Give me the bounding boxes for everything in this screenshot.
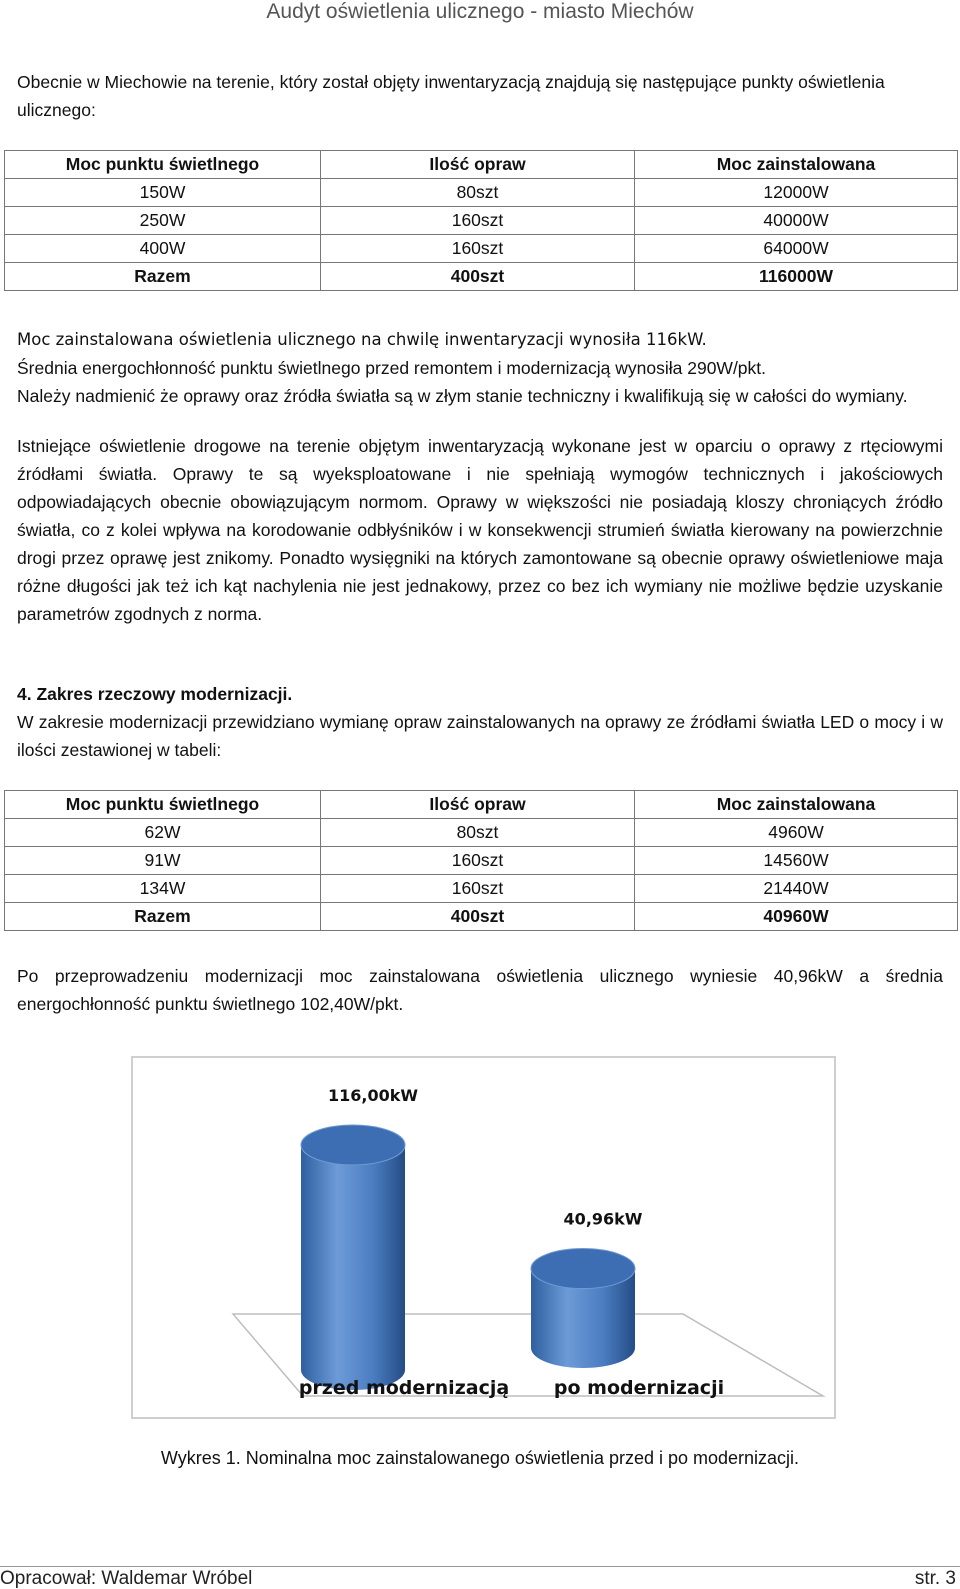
intro-paragraph: Obecnie w Miechowie na terenie, który został objęty inwentaryzacją znajdują się następujące punkty oświetlenia ulicznego: [17,72,885,120]
footer-page-number: str. 3 [914,1568,956,1589]
bar-cylinder-top [301,1125,405,1165]
footer-author: Opracował: Waldemar Wróbel [0,1568,253,1589]
inventory-notes [17,326,943,410]
cell: 64000W [635,235,958,263]
cell: 400szt [321,903,635,931]
table-row [5,819,958,847]
cell: 160szt [321,207,635,235]
cell: 40000W [635,207,958,235]
note-average-consumption: Średnia energochłonność punktu świetlnego przed remontem i modernizacją wynosiła 290W/pkt. [17,358,767,378]
section-text: W zakresie modernizacji przewidziano wymianę opraw zainstalowanych na oprawy ze źródłami światła LED o mocy i w ilości zestawionej w tabeli: [17,712,943,760]
bar-cylinder-body [301,1145,405,1390]
cell: Razem [5,903,321,931]
cell: 40960W [635,903,958,931]
cell: 14560W [635,847,958,875]
cell: 400szt [321,263,635,291]
page-footer [0,1566,960,1588]
cell: Razem [5,263,321,291]
cell: 80szt [321,179,635,207]
col-header-installed: Moc zainstalowana [635,151,958,179]
table-row [5,207,958,235]
col-header-power: Moc punktu świetlnego [5,791,321,819]
category-label-before: przed modernizacją [298,1377,510,1399]
page-header: Audyt oświetlenia ulicznego - miasto Miechów [266,0,694,23]
table-total-row [5,903,958,931]
col-header-count: Ilość opraw [321,151,635,179]
existing-lighting-paragraph: Istniejące oświetlenie drogowe na terenie objętym inwentaryzacją wykonane jest w oparciu o oprawy z rtęciowymi źródłami światła. Oprawy te są wyeksploatowane i nie spełniają wymogów technicznych i jakościowych odpowiadających obecnie obowiązującym normom. Oprawy w większości nie posiadają kloszy chroniących źródło światła, co z kolei wpływa na korodowanie odbłyśników i w konsekwencji strumień światła kierowany na powierzchnie drogi przez oprawę jest znikomy. Ponadto wysięgniki na których zamontowane są obecnie oprawy oświetleniowe maja różne długości jak też ich kąt nachylenia nie jest jednakowy, przez co bez ich wymiany nie możliwe będzie uzyskanie parametrów zgodnych z norma. [17,436,943,624]
cell: 62W [5,819,321,847]
cell: 21440W [635,875,958,903]
section-heading: 4. Zakres rzeczowy modernizacji. [17,684,293,704]
category-label-after: po modernizacji [553,1377,725,1399]
table-row [5,847,958,875]
cell: 250W [5,207,321,235]
cell: 150W [5,179,321,207]
chart-caption: Wykres 1. Nominalna moc zainstalowanego oświetlenia przed i po modernizacji. [160,1448,800,1468]
table-row [5,235,958,263]
cell: 160szt [321,235,635,263]
table-total-row [5,263,958,291]
cell: 4960W [635,819,958,847]
note-installed-power: Moc zainstalowana oświetlenia ulicznego na chwilę inwentaryzacji wynosiła 116kW. [17,330,707,349]
cell: 12000W [635,179,958,207]
bar-cylinder-top [531,1249,635,1289]
after-modernization-paragraph: Po przeprowadzeniu modernizacji moc zainstalowana oświetlenia ulicznego wyniesie 40,96kW a średnia energochłonność punktu świetlnego 102,40W/pkt. [17,966,943,1014]
cell: 400W [5,235,321,263]
table-before [4,150,958,291]
cell: 80szt [321,819,635,847]
bar-data-label: 40,96kW [563,1209,643,1229]
cell: 134W [5,875,321,903]
cell: 160szt [321,875,635,903]
cell: 116000W [635,263,958,291]
table-after [4,790,958,931]
bar-data-label: 116,00kW [327,1086,419,1105]
table-row [5,875,958,903]
cell: 160szt [321,847,635,875]
power-comparison-chart [131,1056,836,1419]
section-4 [17,680,943,764]
table-row [5,179,958,207]
col-header-installed: Moc zainstalowana [635,791,958,819]
cell: 91W [5,847,321,875]
col-header-count: Ilość opraw [321,791,635,819]
table-header-row [5,791,958,819]
col-header-power: Moc punktu świetlnego [5,151,321,179]
note-replacement: Należy nadmienić że oprawy oraz źródła światła są w złym stanie techniczny i kwalifikują się w całości do wymiany. [17,386,908,406]
chart-svg [133,1058,834,1417]
table-header-row [5,151,958,179]
